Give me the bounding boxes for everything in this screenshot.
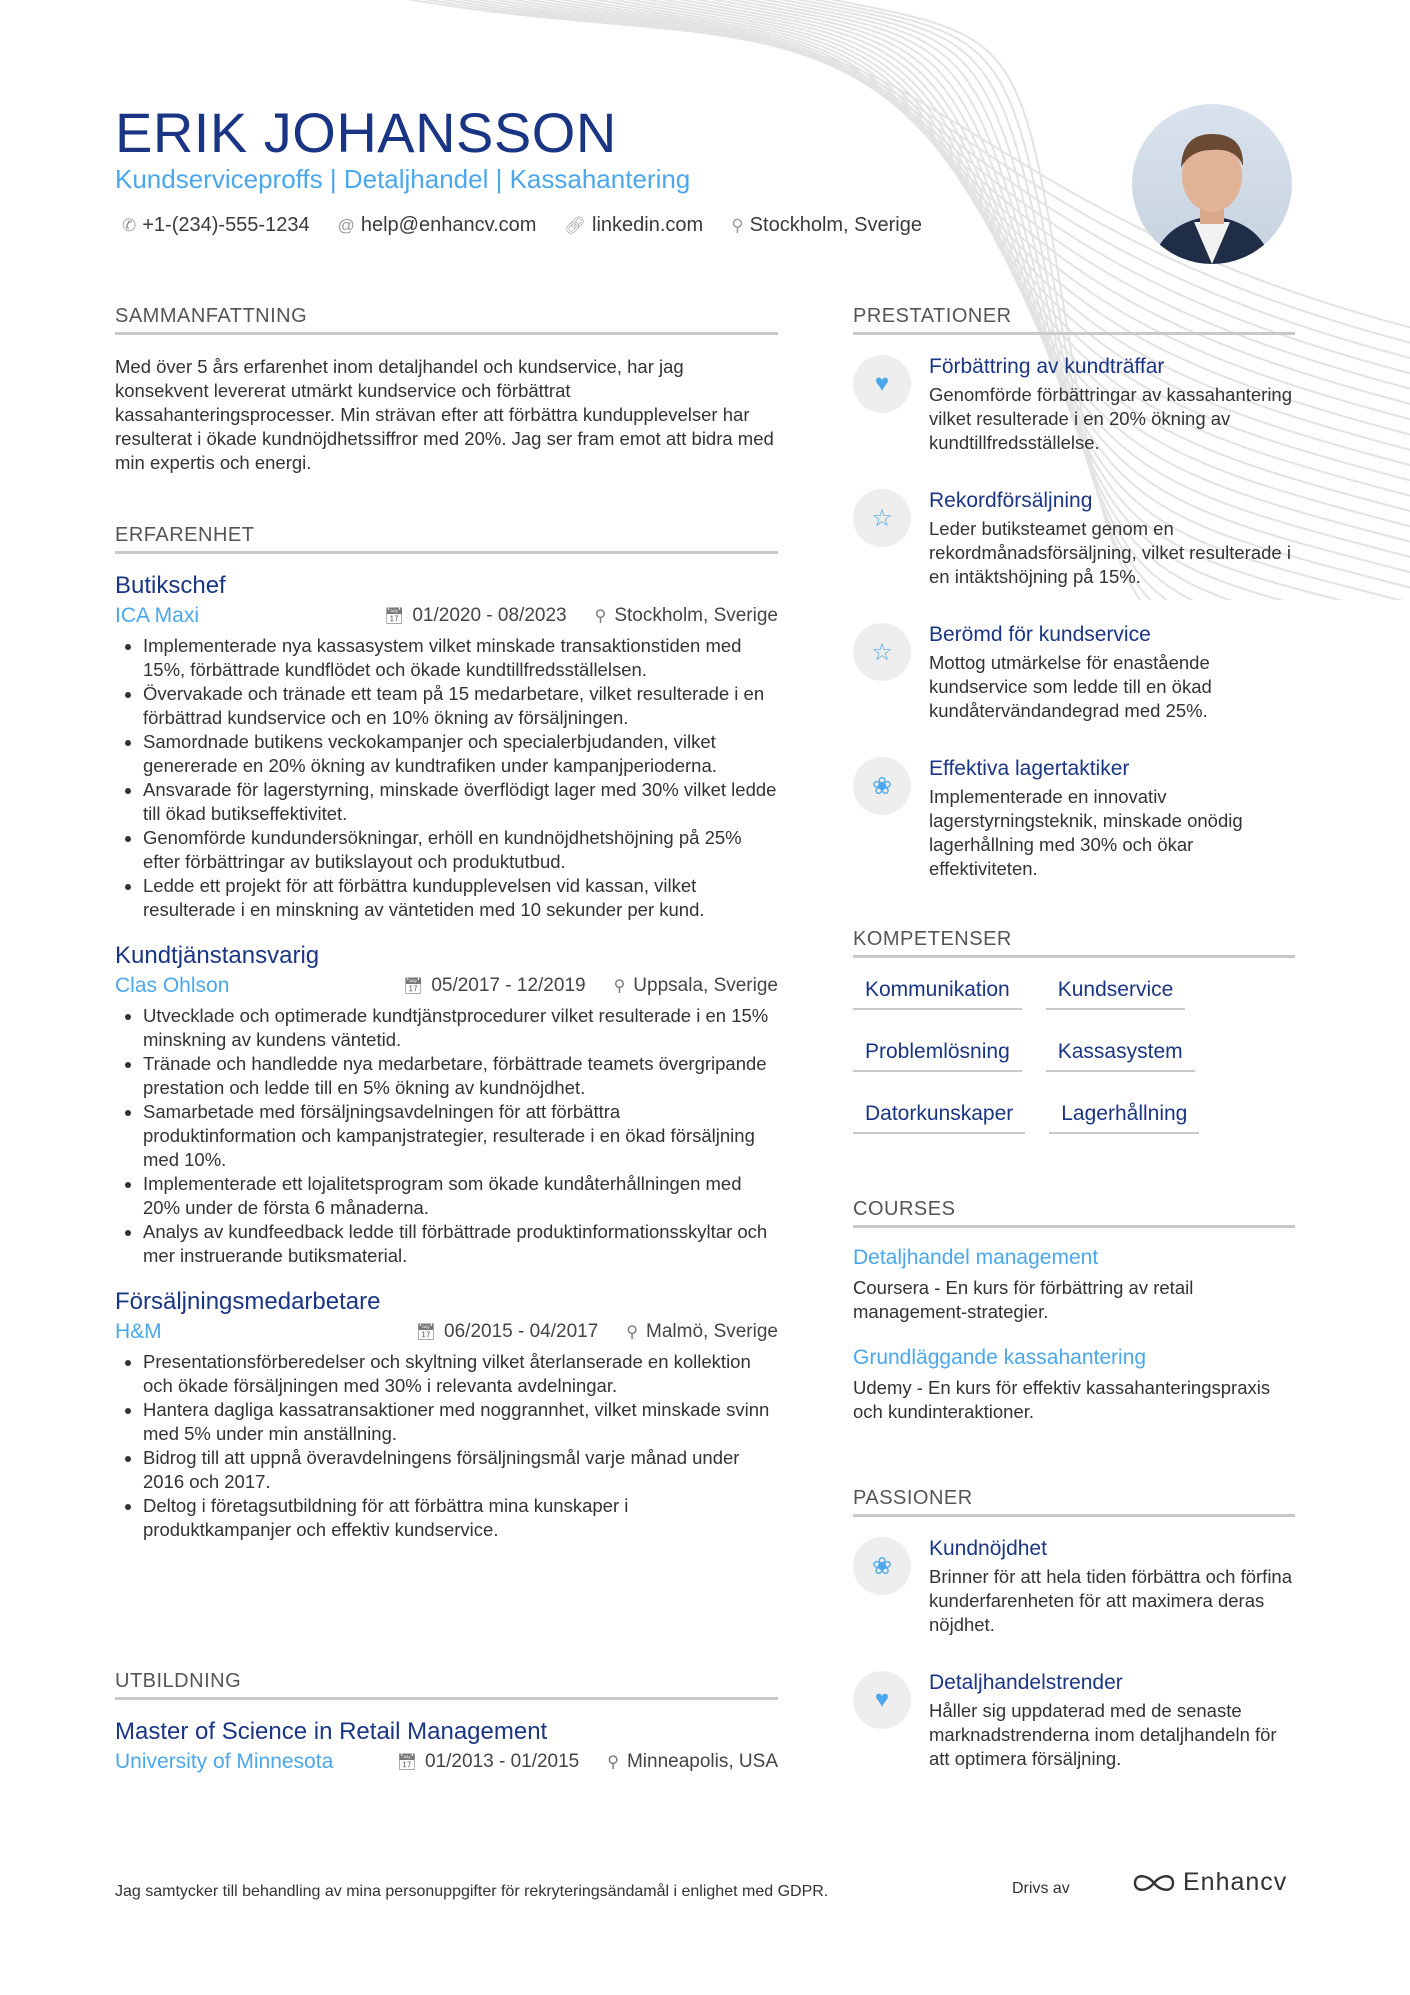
list-item: • Samordnade butikens veckokampanjer och specialerbjudanden, vilket genererade en 20% ökning av kundtrafiken under kampanjperioderna. [143, 730, 778, 778]
achievement-item [853, 355, 1295, 455]
location-pin-icon: ⚲ [626, 1324, 638, 1341]
location-pin-icon: ⚲ [594, 608, 607, 625]
experience-heading: ERFARENHET [115, 524, 778, 554]
skill-tag: Kassasystem [1046, 1040, 1195, 1072]
achievement-title: Förbättring av kundträffar [929, 355, 1165, 378]
skills-section [853, 928, 1295, 1164]
course-title: Grundläggande kassahantering [853, 1346, 1147, 1369]
gdpr-consent: Jag samtycker till behandling av mina personuppgifter för rekryteringsändamål i enlighet med GDPR. [115, 1883, 829, 1900]
location-pin-icon: ⚲ [731, 215, 744, 235]
achievements-heading: PRESTATIONER [853, 305, 1295, 335]
courses-heading: COURSES [853, 1198, 1295, 1228]
passion-title: Detaljhandelstrender [929, 1671, 1123, 1694]
location-pin-icon: ⚲ [607, 1754, 619, 1771]
education-dates: 01/2013 - 01/2015 [425, 1751, 580, 1772]
job-entry [115, 942, 778, 1268]
degree-title: Master of Science in Retail Management [115, 1718, 548, 1745]
list-item: • Utvecklade och optimerade kundtjänstprocedurer vilket resulterade i en 15% minskning av kundens väntetid. [143, 1004, 778, 1052]
courses-section [853, 1198, 1295, 1424]
passion-title: Kundnöjdhet [929, 1537, 1047, 1560]
company-name: Clas Ohlson [115, 974, 230, 997]
job-location: Malmö, Sverige [646, 1321, 778, 1342]
skill-tag: Kundservice [1046, 978, 1186, 1010]
achievement-item [853, 623, 1295, 723]
skill-tag: Datorkunskaper [853, 1102, 1025, 1134]
summary-heading: SAMMANFATTNING [115, 305, 778, 335]
enhancv-logo-text: Enhancv [1183, 1868, 1288, 1896]
achievement-text: Implementerade en innovativ lagerstyrningsteknik, minskade onödig lagerhållning med 30% och ökar effektiviteten. [929, 786, 1243, 879]
star-icon: ☆ [853, 623, 911, 681]
achievement-title: Effektiva lagertaktiker [929, 757, 1130, 780]
education-heading: UTBILDNING [115, 1670, 778, 1700]
skills-heading: KOMPETENSER [853, 928, 1295, 958]
job-bullets [115, 1004, 778, 1268]
list-item: • Samarbetade med försäljningsavdelningen för att förbättra produktinformation och kampanjstrategier, resulterade i en ökad försäljning med 10%. [143, 1100, 778, 1172]
skill-tag: Kommunikation [853, 978, 1022, 1010]
contact-phone[interactable]: ✆ +1-(234)-555-1234 [122, 214, 310, 236]
star-icon: ☆ [853, 489, 911, 547]
education-location: Minneapolis, USA [626, 1751, 778, 1772]
passions-heading: PASSIONER [853, 1487, 1295, 1517]
candidate-subtitle: Kundserviceproffs | Detaljhandel | Kassahantering [115, 164, 691, 194]
job-dates: 05/2017 - 12/2019 [431, 975, 586, 996]
school-name: University of Minnesota [115, 1750, 334, 1773]
achievement-title: Berömd för kundservice [929, 623, 1151, 646]
passion-text: Brinner för att hela tiden förbättra och förfina kunderfarenheten för att maximera deras nöjdhet. [929, 1566, 1293, 1635]
at-icon: @ [337, 215, 355, 235]
list-item: • Ledde ett projekt för att förbättra kundupplevelsen vid kassan, vilket resulterade i en minskning av väntetiden med 10 sekunder per kund. [143, 874, 778, 922]
heart-icon: ♥ [853, 355, 911, 413]
candidate-name: ERIK JOHANSSON [115, 101, 617, 164]
powered-by-label: Drivs av [1012, 1880, 1070, 1897]
list-item: • Implementerade ett lojalitetsprogram som ökade kundåterhållningen med 20% under de första 6 månaderna. [143, 1172, 778, 1220]
list-item: • Genomförde kundundersökningar, erhöll en kundnöjdhetshöjning på 25% efter förbättringar av butikslayout och produktutbud. [143, 826, 778, 874]
job-bullets [115, 634, 778, 922]
contact-linkedin[interactable]: 🔗︎ linkedin.com [564, 214, 704, 236]
summary-section [115, 305, 778, 475]
list-item: • Presentationsförberedelser och skyltning vilket återlanserade en kollektion och ökade försäljningen med 30% i relevanta avdelningar. [143, 1350, 778, 1398]
calendar-icon: 📅︎ [384, 608, 405, 625]
job-bullets [115, 1350, 778, 1542]
list-item: • Bidrog till att uppnå överavdelningens försäljningsmål varje månad under 2016 och 2017. [143, 1446, 778, 1494]
achievement-text: Mottog utmärkelse för enastående kundservice som ledde till en ökad kundåtervändandegrad med 25%. [929, 652, 1212, 721]
education-section [115, 1670, 778, 1774]
skill-tag: Problemlösning [853, 1040, 1022, 1072]
passion-item [853, 1537, 1295, 1637]
achievement-item [853, 489, 1295, 589]
achievement-text: Genomförde förbättringar av kassahantering vilket resulterade i en 20% ökning av kundtillfredsställelse. [929, 384, 1293, 453]
list-item: • Övervakade och tränade ett team på 15 medarbetare, vilket resulterade i en förbättrad kundservice och en 10% ökning av försäljningen. [143, 682, 778, 730]
passion-text: Håller sig uppdaterad med de senaste marknadstrenderna inom detaljhandeln för att optimera försäljning. [929, 1700, 1277, 1769]
company-name: H&M [115, 1320, 162, 1343]
phone-icon: ✆ [122, 215, 137, 235]
list-item: • Tränade och handledde nya medarbetare, förbättrade teamets övergripande prestation och ledde till en 5% ökning av kundnöjdhet. [143, 1052, 778, 1100]
achievement-text: Leder butiksteamet genom en rekordmånadsförsäljning, vilket resulterade i en intäktshöjning på 15%. [929, 518, 1291, 587]
achievement-item [853, 757, 1295, 881]
enhancv-logo[interactable] [1131, 1868, 1287, 1897]
course-text: Udemy - En kurs för effektiv kassahanteringspraxis och kundinteraktioner. [853, 1377, 1271, 1422]
job-location: Stockholm, Sverige [614, 605, 778, 626]
course-text: Coursera - En kurs för förbättring av retail management-strategier. [853, 1277, 1194, 1322]
job-dates: 06/2015 - 04/2017 [444, 1321, 599, 1342]
course-item [853, 1246, 1295, 1324]
award-icon: ❀ [853, 1537, 911, 1595]
list-item: • Deltog i företagsutbildning för att förbättra mina kunskaper i produktkampanjer och effektiv kundservice. [143, 1494, 778, 1542]
list-item: • Implementerade nya kassasystem vilket minskade transaktionstiden med 15%, förbättrade kundflödet och ökade kundtillfredsställelsen. [143, 634, 778, 682]
avatar [1132, 104, 1292, 264]
course-title: Detaljhandel management [853, 1246, 1099, 1269]
skill-tag: Lagerhållning [1049, 1102, 1199, 1134]
calendar-icon: 📅︎ [403, 978, 424, 995]
job-location: Uppsala, Sverige [633, 975, 778, 996]
job-dates: 01/2020 - 08/2023 [412, 605, 567, 626]
contact-email[interactable]: @ help@enhancv.com [337, 214, 537, 236]
calendar-icon: 📅︎ [415, 1324, 437, 1341]
summary-text: Med över 5 års erfarenhet inom detaljhandel och kundservice, har jag konsekvent levererat utmärkt kundservice och förbättrat kassahanteringsprocesser. Min strävan efter att förbättra kundupplevelser har resulterat i ökade kundnöjdhetssiffror med 20%. Jag ser fram emot att bidra med min expertis och energi. [115, 356, 774, 473]
contact-bar [122, 214, 950, 237]
job-entry [115, 572, 778, 922]
course-item [853, 1346, 1295, 1424]
achievement-title: Rekordförsäljning [929, 489, 1093, 512]
job-entry [115, 1288, 778, 1542]
job-title: Försäljningsmedarbetare [115, 1288, 381, 1315]
list-item: • Analys av kundfeedback ledde till förbättrade produktinformationsskyltar och mer instruerande butiksmaterial. [143, 1220, 778, 1268]
enhancv-logo-icon [1131, 1870, 1177, 1896]
company-name: ICA Maxi [115, 604, 200, 627]
avatar-photo [1132, 104, 1292, 264]
experience-section [115, 524, 778, 1542]
heart-icon: ♥ [853, 1671, 911, 1729]
contact-location: ⚲ Stockholm, Sverige [731, 214, 922, 236]
location-pin-icon: ⚲ [613, 978, 626, 995]
job-title: Kundtjänstansvarig [115, 942, 320, 969]
passion-item [853, 1671, 1295, 1771]
calendar-icon: 📅︎ [396, 1754, 417, 1771]
link-icon: 🔗︎ [564, 215, 587, 235]
achievements-section [853, 305, 1295, 915]
passions-section [853, 1487, 1295, 1805]
job-title: Butikschef [115, 572, 226, 599]
list-item: • Ansvarade för lagerstyrning, minskade överflödigt lager med 30% vilket ledde till ökad butikseffektivitet. [143, 778, 778, 826]
list-item: • Hantera dagliga kassatransaktioner med noggrannhet, vilket minskade svinn med 5% under min anställning. [143, 1398, 778, 1446]
award-icon: ❀ [853, 757, 911, 815]
